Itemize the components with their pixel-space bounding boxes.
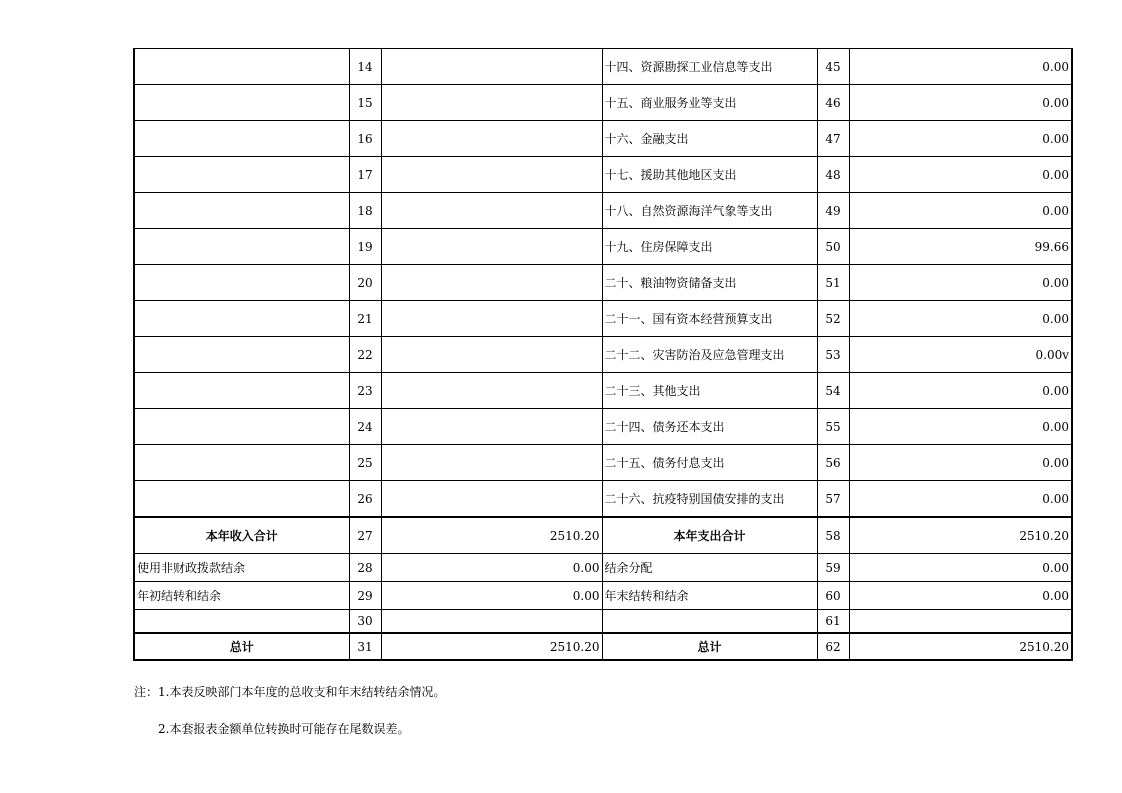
expense-line-no: 48: [817, 157, 849, 193]
year-start-carry-item: 年初结转和结余: [134, 582, 349, 610]
table-row: [134, 265, 1072, 301]
income-item: [134, 337, 349, 373]
income-line-no: 26: [349, 481, 381, 518]
table-row: [134, 445, 1072, 481]
expense-amount: 0.00: [849, 193, 1072, 229]
grand-income-total-label: 总计: [134, 633, 349, 660]
income-line-no: 16: [349, 121, 381, 157]
year-end-carry-item: 年末结转和结余: [602, 582, 817, 610]
income-amount: [381, 265, 602, 301]
expense-item: 十七、援助其他地区支出: [602, 157, 817, 193]
surplus-distribution-item: 结余分配: [602, 554, 817, 582]
income-item: [134, 49, 349, 85]
blank-income-amount: [381, 610, 602, 634]
income-line-no: 18: [349, 193, 381, 229]
table-row: [134, 337, 1072, 373]
income-amount: [381, 157, 602, 193]
grand-expense-total-no: 62: [817, 633, 849, 660]
blank-expense-amount: [849, 610, 1072, 634]
expense-amount: 0.00: [849, 49, 1072, 85]
expense-line-no: 49: [817, 193, 849, 229]
expense-amount: 0.00: [849, 373, 1072, 409]
year-end-carry-no: 60: [817, 582, 849, 610]
income-line-no: 24: [349, 409, 381, 445]
expense-amount: 0.00: [849, 121, 1072, 157]
blank-income-item: [134, 610, 349, 634]
income-line-no: 20: [349, 265, 381, 301]
table-row: [134, 85, 1072, 121]
table-row-blank: [134, 610, 1072, 634]
expense-item: 十八、自然资源海洋气象等支出: [602, 193, 817, 229]
income-amount: [381, 193, 602, 229]
surplus-distribution-no: 59: [817, 554, 849, 582]
expense-item: 二十一、国有资本经营预算支出: [602, 301, 817, 337]
table-row-non-fiscal: [134, 554, 1072, 582]
expense-amount: 0.00: [849, 409, 1072, 445]
expense-item: 二十四、债务还本支出: [602, 409, 817, 445]
year-expense-total-no: 58: [817, 517, 849, 554]
grand-expense-total-label: 总计: [602, 633, 817, 660]
grand-income-total-no: 31: [349, 633, 381, 660]
expense-item: 二十五、债务付息支出: [602, 445, 817, 481]
expense-amount: 0.00v: [849, 337, 1072, 373]
table-row: [134, 301, 1072, 337]
non-fiscal-income-no: 28: [349, 554, 381, 582]
table-row: [134, 193, 1072, 229]
expense-line-no: 47: [817, 121, 849, 157]
expense-item: 十五、商业服务业等支出: [602, 85, 817, 121]
income-amount: [381, 481, 602, 518]
expense-line-no: 50: [817, 229, 849, 265]
table-row-year-total: [134, 517, 1072, 554]
income-line-no: 23: [349, 373, 381, 409]
expense-item: 二十三、其他支出: [602, 373, 817, 409]
income-item: [134, 229, 349, 265]
year-income-total-label: 本年收入合计: [134, 517, 349, 554]
income-item: [134, 265, 349, 301]
expense-line-no: 56: [817, 445, 849, 481]
year-end-carry-amount: 0.00: [849, 582, 1072, 610]
table-row-grand-total: [134, 633, 1072, 660]
expense-amount: 0.00: [849, 157, 1072, 193]
grand-income-total-amount: 2510.20: [381, 633, 602, 660]
table-row: [134, 229, 1072, 265]
year-start-carry-amount: 0.00: [381, 582, 602, 610]
income-line-no: 25: [349, 445, 381, 481]
blank-expense-no: 61: [817, 610, 849, 634]
expense-line-no: 54: [817, 373, 849, 409]
income-expense-table: [133, 48, 1073, 661]
footnote-2: 2.本套报表金额单位转换时可能存在尾数误差。: [158, 722, 410, 736]
expense-line-no: 46: [817, 85, 849, 121]
expense-item: 十四、资源勘探工业信息等支出: [602, 49, 817, 85]
income-line-no: 17: [349, 157, 381, 193]
expense-amount: 99.66: [849, 229, 1072, 265]
table-row: [134, 409, 1072, 445]
income-amount: [381, 373, 602, 409]
income-amount: [381, 229, 602, 265]
expense-item: 十九、住房保障支出: [602, 229, 817, 265]
blank-expense-item: [602, 610, 817, 634]
year-income-total-no: 27: [349, 517, 381, 554]
table-row: [134, 157, 1072, 193]
expense-item: 二十、粮油物资储备支出: [602, 265, 817, 301]
income-amount: [381, 301, 602, 337]
expense-line-no: 55: [817, 409, 849, 445]
income-amount: [381, 409, 602, 445]
expense-amount: 0.00: [849, 265, 1072, 301]
income-item: [134, 301, 349, 337]
expense-amount: 0.00: [849, 481, 1072, 518]
income-item: [134, 193, 349, 229]
income-item: [134, 121, 349, 157]
income-amount: [381, 337, 602, 373]
year-income-total-amount: 2510.20: [381, 517, 602, 554]
income-amount: [381, 121, 602, 157]
income-item: [134, 409, 349, 445]
income-line-no: 22: [349, 337, 381, 373]
income-amount: [381, 445, 602, 481]
income-line-no: 19: [349, 229, 381, 265]
expense-amount: 0.00: [849, 445, 1072, 481]
table-row: [134, 121, 1072, 157]
expense-line-no: 52: [817, 301, 849, 337]
income-amount: [381, 49, 602, 85]
footnote-1: 注：1.本表反映部门本年度的总收支和年末结转结余情况。: [134, 685, 446, 699]
year-start-carry-no: 29: [349, 582, 381, 610]
expense-item: 十六、金融支出: [602, 121, 817, 157]
surplus-distribution-amount: 0.00: [849, 554, 1072, 582]
blank-income-no: 30: [349, 610, 381, 634]
table-row: [134, 373, 1072, 409]
income-item: [134, 157, 349, 193]
non-fiscal-income-item: 使用非财政拨款结余: [134, 554, 349, 582]
expense-line-no: 57: [817, 481, 849, 518]
expense-line-no: 53: [817, 337, 849, 373]
table-row: [134, 49, 1072, 85]
income-item: [134, 85, 349, 121]
table-row: [134, 481, 1072, 518]
year-expense-total-label: 本年支出合计: [602, 517, 817, 554]
expense-amount: 0.00: [849, 301, 1072, 337]
income-item: [134, 373, 349, 409]
income-item: [134, 445, 349, 481]
income-item: [134, 481, 349, 518]
year-expense-total-amount: 2510.20: [849, 517, 1072, 554]
expense-item: 二十二、灾害防治及应急管理支出: [602, 337, 817, 373]
income-line-no: 21: [349, 301, 381, 337]
expense-amount: 0.00: [849, 85, 1072, 121]
expense-line-no: 51: [817, 265, 849, 301]
income-line-no: 15: [349, 85, 381, 121]
non-fiscal-income-amount: 0.00: [381, 554, 602, 582]
expense-item: 二十六、抗疫特别国债安排的支出: [602, 481, 817, 518]
expense-line-no: 45: [817, 49, 849, 85]
income-line-no: 14: [349, 49, 381, 85]
grand-expense-total-amount: 2510.20: [849, 633, 1072, 660]
table-row-carry: [134, 582, 1072, 610]
income-amount: [381, 85, 602, 121]
